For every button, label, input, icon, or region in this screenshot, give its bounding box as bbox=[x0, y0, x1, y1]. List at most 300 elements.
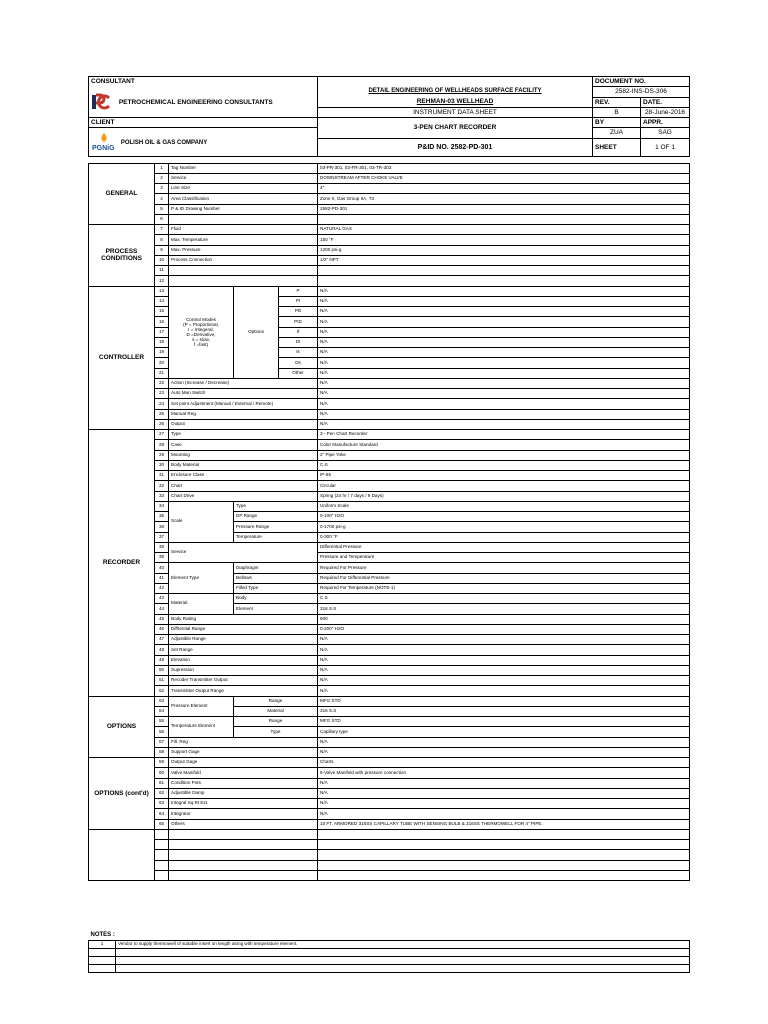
row-number: 18 bbox=[155, 337, 169, 347]
spec-row bbox=[89, 799, 690, 809]
row-value: 03-PR-301, 03-FR-301, 03-TR-303 bbox=[318, 163, 690, 173]
control-modes-line: s = slow, bbox=[192, 337, 210, 343]
spec-row bbox=[89, 788, 690, 798]
row-label: Max. Temperature bbox=[169, 235, 318, 245]
spec-row bbox=[89, 594, 690, 604]
row-number: 58 bbox=[155, 747, 169, 757]
row-value: N/A bbox=[318, 327, 690, 337]
row-value: Color Manufacture Standard bbox=[318, 440, 690, 450]
row-number: 19 bbox=[155, 348, 169, 358]
row-value: Required For Temperature (NOTE-1) bbox=[318, 583, 690, 593]
spec-row bbox=[89, 655, 690, 665]
row-value: N/A bbox=[318, 348, 690, 358]
blank-cell bbox=[318, 870, 690, 880]
blank-cell bbox=[318, 850, 690, 860]
blank-cell bbox=[318, 840, 690, 850]
row-value: N/A bbox=[318, 378, 690, 388]
spec-row bbox=[89, 378, 690, 388]
spec-row bbox=[89, 737, 690, 747]
spec-row bbox=[89, 665, 690, 675]
row-label bbox=[169, 214, 318, 224]
by-value: ZUA bbox=[593, 128, 641, 138]
row-label: Service bbox=[169, 173, 318, 183]
row-number: 32 bbox=[155, 481, 169, 491]
row-value: 1200 psi-g bbox=[318, 245, 690, 255]
sheet-type: INSTRUMENT DATA SHEET bbox=[318, 107, 593, 117]
row-value: N/A bbox=[318, 296, 690, 306]
row-label: Tag Number bbox=[169, 163, 318, 173]
row-number: 6 bbox=[155, 214, 169, 224]
row-number: 60 bbox=[155, 768, 169, 778]
options-label: Options bbox=[234, 286, 279, 378]
blank-cell bbox=[155, 840, 169, 850]
row-number: 17 bbox=[155, 327, 169, 337]
control-modes-line: f =fast) bbox=[193, 342, 209, 348]
note-text: Vendor to supply thermowell of suitable insert on length along with temperature element. bbox=[116, 941, 690, 949]
row-number: 29 bbox=[155, 450, 169, 460]
row-number: 43 bbox=[155, 594, 169, 604]
header-table bbox=[88, 76, 690, 157]
row-value: 150 °F bbox=[318, 235, 690, 245]
row-label: Recoder Transmitter Output bbox=[169, 676, 318, 686]
spec-row bbox=[89, 409, 690, 419]
spec-row bbox=[89, 440, 690, 450]
blank-section bbox=[89, 829, 155, 880]
row-number: 27 bbox=[155, 430, 169, 440]
group-label: Service bbox=[169, 542, 318, 563]
row-label: Area Classification bbox=[169, 194, 318, 204]
row-value: Capillary type bbox=[318, 727, 690, 737]
row-value: N/A bbox=[318, 665, 690, 675]
row-number: 57 bbox=[155, 737, 169, 747]
row-number: 42 bbox=[155, 583, 169, 593]
blank-row bbox=[89, 850, 690, 860]
spec-row bbox=[89, 624, 690, 634]
row-value bbox=[318, 276, 690, 286]
spec-row bbox=[89, 430, 690, 440]
by-label: BY bbox=[593, 118, 641, 128]
row-value: N/A bbox=[318, 368, 690, 378]
section-controller: CONTROLLER bbox=[89, 286, 155, 430]
row-value bbox=[318, 214, 690, 224]
spec-row bbox=[89, 563, 690, 573]
row-label: Enclosure Class bbox=[169, 471, 318, 481]
blank-cell bbox=[169, 829, 318, 839]
row-number: 14 bbox=[155, 296, 169, 306]
row-value: 0-100" H2O bbox=[318, 512, 690, 522]
sub-label: DP Range bbox=[234, 512, 318, 522]
row-value: 2" Pipe Yoke bbox=[318, 450, 690, 460]
section-recorder: RECORDER bbox=[89, 430, 155, 697]
appr-label: APPR. bbox=[641, 118, 690, 128]
row-value: Required For Pressure bbox=[318, 563, 690, 573]
row-label: Diffrential Range bbox=[169, 624, 318, 634]
sub-label: Body bbox=[234, 594, 318, 604]
row-value: Circular bbox=[318, 481, 690, 491]
row-value: N/A bbox=[318, 399, 690, 409]
spec-row bbox=[89, 676, 690, 686]
sub-label: Type bbox=[234, 501, 318, 511]
spec-row bbox=[89, 276, 690, 286]
row-label: Transmitter Output Range bbox=[169, 686, 318, 696]
pressure-element-label: Pressure Element bbox=[169, 696, 234, 717]
blank-cell bbox=[155, 829, 169, 839]
row-label: Fluid bbox=[169, 225, 318, 235]
row-value: 10 FT. ARMORED 316SS CAPILLARY TUBE WITH SENSING BULB & 316SS THERMOWELL FOR 4" PIPE. bbox=[318, 819, 690, 829]
row-number: 41 bbox=[155, 573, 169, 583]
blank-cell bbox=[155, 870, 169, 880]
sub-label: Bellows bbox=[234, 573, 318, 583]
mode-option: P bbox=[279, 286, 318, 296]
spec-row bbox=[89, 399, 690, 409]
doc-no-label: DOCUMENT NO. bbox=[593, 77, 690, 87]
row-number: 54 bbox=[155, 706, 169, 716]
row-label: Valve Manifold bbox=[169, 768, 318, 778]
row-label: Body Material bbox=[169, 460, 318, 470]
row-value: N/A bbox=[318, 409, 690, 419]
row-label: Set point Adjustment (Manual / External / Remote) bbox=[169, 399, 318, 409]
row-label: Chart bbox=[169, 481, 318, 491]
row-value: 5-Valve Manifold with pressure connection bbox=[318, 768, 690, 778]
row-label: Max. Pressure bbox=[169, 245, 318, 255]
row-number: 39 bbox=[155, 553, 169, 563]
blank-row bbox=[89, 840, 690, 850]
row-label: Others bbox=[169, 819, 318, 829]
row-value: Spring (24 hr / 7 days / 9 Days) bbox=[318, 491, 690, 501]
row-value: N/A bbox=[318, 747, 690, 757]
row-label: Set Range bbox=[169, 645, 318, 655]
sheet-label: SHEET bbox=[593, 138, 641, 156]
row-number: 16 bbox=[155, 317, 169, 327]
row-number: 47 bbox=[155, 635, 169, 645]
row-number: 4 bbox=[155, 194, 169, 204]
row-number: 8 bbox=[155, 235, 169, 245]
row-label: Auto Man Switch bbox=[169, 389, 318, 399]
row-number: 38 bbox=[155, 542, 169, 552]
row-number: 33 bbox=[155, 491, 169, 501]
blank-row bbox=[89, 829, 690, 839]
spec-row bbox=[89, 747, 690, 757]
row-number: 21 bbox=[155, 368, 169, 378]
temperature-element-label: Temperature Element bbox=[169, 717, 234, 738]
row-value bbox=[318, 266, 690, 276]
sub-label: Temperature bbox=[234, 532, 318, 542]
row-label: Case bbox=[169, 440, 318, 450]
notes-label: NOTES : bbox=[90, 932, 115, 939]
row-number: 31 bbox=[155, 471, 169, 481]
spec-row bbox=[89, 471, 690, 481]
row-number: 45 bbox=[155, 614, 169, 624]
row-number: 46 bbox=[155, 624, 169, 634]
spec-row bbox=[89, 696, 690, 706]
row-value: 316 S.S bbox=[318, 604, 690, 614]
spec-row bbox=[89, 819, 690, 829]
row-label: Integrator bbox=[169, 809, 318, 819]
row-value: Zone II, Gas Group IIA, T3 bbox=[318, 194, 690, 204]
row-value: Differential Pressure bbox=[318, 542, 690, 552]
group-label: Element Type bbox=[169, 563, 234, 594]
row-value: N/A bbox=[318, 655, 690, 665]
row-number: 30 bbox=[155, 460, 169, 470]
row-value: Pressure and Temperature bbox=[318, 553, 690, 563]
row-value: DOWNSTREAM AFTER CHOKE VALVE bbox=[318, 173, 690, 183]
row-value: 3 - Pen Chart Recorder bbox=[318, 430, 690, 440]
mode-option: DI bbox=[279, 337, 318, 347]
spec-row bbox=[89, 501, 690, 511]
spec-row bbox=[89, 491, 690, 501]
blank-cell bbox=[169, 840, 318, 850]
date-label: DATE. bbox=[641, 97, 690, 107]
row-value: C.S bbox=[318, 594, 690, 604]
project-title: DETAIL ENGINEERING OF WELLHEADS SURFACE FACILITY bbox=[318, 87, 593, 97]
section-options-contd: OPTIONS (cont'd) bbox=[89, 758, 155, 830]
row-number: 5 bbox=[155, 204, 169, 214]
spec-row bbox=[89, 266, 690, 276]
mode-option: Ds bbox=[279, 358, 318, 368]
row-value: MFG STD bbox=[318, 717, 690, 727]
consultant-name: PETROCHEMICAL ENGINEERING CONSULTANTS bbox=[118, 98, 273, 106]
sub-label: Type bbox=[234, 727, 318, 737]
row-number: 53 bbox=[155, 696, 169, 706]
mode-option: PI bbox=[279, 296, 318, 306]
row-label: Adjustible Damp bbox=[169, 788, 318, 798]
spec-row bbox=[89, 419, 690, 429]
row-number: 9 bbox=[155, 245, 169, 255]
sub-label: Element bbox=[234, 604, 318, 614]
row-value: 1/2" NPT bbox=[318, 255, 690, 265]
row-label: Output bbox=[169, 419, 318, 429]
spec-row bbox=[89, 717, 690, 727]
row-value: N/A bbox=[318, 778, 690, 788]
spec-row bbox=[89, 214, 690, 224]
row-value: Uniform Scale bbox=[318, 501, 690, 511]
row-number: 40 bbox=[155, 563, 169, 573]
row-label bbox=[169, 276, 318, 286]
row-number: 25 bbox=[155, 409, 169, 419]
pgnig-logo-icon bbox=[91, 132, 117, 152]
row-value: 0-300 °F bbox=[318, 532, 690, 542]
row-value: N/A bbox=[318, 307, 690, 317]
pid-number: P&ID NO. 2582-PD-301 bbox=[318, 138, 593, 156]
control-modes-line: D =Derivative, bbox=[186, 332, 216, 338]
row-label: Manual Reg. bbox=[169, 409, 318, 419]
row-value: N/A bbox=[318, 788, 690, 798]
blank-cell bbox=[318, 829, 690, 839]
spec-row bbox=[89, 542, 690, 552]
row-label: Elevation bbox=[169, 655, 318, 665]
row-number: 23 bbox=[155, 389, 169, 399]
spec-row bbox=[89, 481, 690, 491]
row-value: 0-1700 psi-g bbox=[318, 522, 690, 532]
row-label: Support Gage bbox=[169, 747, 318, 757]
row-number: 15 bbox=[155, 307, 169, 317]
spec-row bbox=[89, 245, 690, 255]
row-number: 50 bbox=[155, 665, 169, 675]
sub-label: Material bbox=[234, 706, 318, 716]
blank-cell bbox=[155, 850, 169, 860]
blank-row bbox=[89, 860, 690, 870]
row-number: 44 bbox=[155, 604, 169, 614]
row-label: Action (Increase / Decrease) bbox=[169, 378, 318, 388]
control-modes-line: Control Modes bbox=[186, 317, 216, 323]
row-value: 600 bbox=[318, 614, 690, 624]
blank-cell bbox=[169, 870, 318, 880]
pc-logo-icon bbox=[91, 93, 111, 111]
sub-label: Range bbox=[234, 696, 318, 706]
row-number: 7 bbox=[155, 225, 169, 235]
sub-label: Filled Type bbox=[234, 583, 318, 593]
spec-row bbox=[89, 778, 690, 788]
row-value: N/A bbox=[318, 389, 690, 399]
row-label: Output Gage bbox=[169, 758, 318, 768]
row-value: 316 S.S bbox=[318, 706, 690, 716]
spec-row bbox=[89, 614, 690, 624]
row-value: N/A bbox=[318, 337, 690, 347]
spec-row bbox=[89, 163, 690, 173]
row-number: 35 bbox=[155, 512, 169, 522]
row-number: 55 bbox=[155, 717, 169, 727]
row-label: Adjustible Range bbox=[169, 635, 318, 645]
spec-row bbox=[89, 460, 690, 470]
rev-value: B bbox=[593, 107, 641, 117]
mode-option: PID bbox=[279, 317, 318, 327]
spec-row bbox=[89, 194, 690, 204]
row-value: C.S bbox=[318, 460, 690, 470]
blank-cell bbox=[169, 850, 318, 860]
control-modes-label bbox=[169, 286, 234, 378]
instrument-title: 3-PEN CHART RECORDER bbox=[318, 118, 593, 139]
spec-row bbox=[89, 809, 690, 819]
row-number: 52 bbox=[155, 686, 169, 696]
row-number: 20 bbox=[155, 358, 169, 368]
blank-row bbox=[89, 870, 690, 880]
section-general: GENERAL bbox=[89, 163, 155, 225]
spec-row bbox=[89, 204, 690, 214]
consultant-label: CONSULTANT bbox=[89, 77, 318, 87]
spec-row bbox=[89, 235, 690, 245]
row-value: N/A bbox=[318, 676, 690, 686]
blank-cell bbox=[155, 860, 169, 870]
row-number: 26 bbox=[155, 419, 169, 429]
row-number: 2 bbox=[155, 173, 169, 183]
mode-option: Is bbox=[279, 348, 318, 358]
spec-row bbox=[89, 645, 690, 655]
row-number: 3 bbox=[155, 184, 169, 194]
spec-row bbox=[89, 635, 690, 645]
appr-value: SAG bbox=[641, 128, 690, 138]
sub-label: Range bbox=[234, 717, 318, 727]
rev-label: REV. bbox=[593, 97, 641, 107]
doc-no: 2582-INS-DS-306 bbox=[593, 87, 690, 97]
row-number: 10 bbox=[155, 255, 169, 265]
control-modes-line: I = Integeral, bbox=[188, 327, 214, 333]
row-number: 61 bbox=[155, 778, 169, 788]
row-number: 22 bbox=[155, 378, 169, 388]
row-label: Line Size bbox=[169, 184, 318, 194]
row-number: 49 bbox=[155, 655, 169, 665]
blank-cell bbox=[169, 860, 318, 870]
spec-table bbox=[88, 163, 690, 882]
row-value: Charts bbox=[318, 758, 690, 768]
row-value: N/A bbox=[318, 645, 690, 655]
spec-row bbox=[89, 768, 690, 778]
row-number: 13 bbox=[155, 286, 169, 296]
row-label: Process Connection bbox=[169, 255, 318, 265]
row-label: Fill. Reg bbox=[169, 737, 318, 747]
client-label: CLIENT bbox=[89, 118, 318, 128]
row-value: MFG STD bbox=[318, 696, 690, 706]
row-label bbox=[169, 266, 318, 276]
mode-option: PD bbox=[279, 307, 318, 317]
datasheet bbox=[88, 76, 689, 973]
row-number: 28 bbox=[155, 440, 169, 450]
row-value: N/A bbox=[318, 809, 690, 819]
pgnig-logo-text: PGNiG bbox=[92, 144, 115, 152]
spec-row bbox=[89, 686, 690, 696]
row-label: P & ID Drawing Number bbox=[169, 204, 318, 214]
row-value: N/A bbox=[318, 286, 690, 296]
row-label: Mounting bbox=[169, 450, 318, 460]
row-value: IP-65 bbox=[318, 471, 690, 481]
notes-table bbox=[88, 931, 690, 973]
note-number: 1 bbox=[89, 941, 116, 949]
row-value: N/A bbox=[318, 686, 690, 696]
row-value: N/A bbox=[318, 737, 690, 747]
sub-label: Diaphragm bbox=[234, 563, 318, 573]
control-modes-line: (P = Proportional, bbox=[183, 322, 219, 328]
date-value: 28-June-2016 bbox=[641, 107, 690, 117]
row-value: N/A bbox=[318, 317, 690, 327]
row-value: Required For Differential Pressure bbox=[318, 573, 690, 583]
row-value: N/A bbox=[318, 799, 690, 809]
row-value: N/A bbox=[318, 419, 690, 429]
group-label: Scale bbox=[169, 501, 234, 542]
row-number: 12 bbox=[155, 276, 169, 286]
section-process: PROCESS CONDITIONS bbox=[89, 225, 155, 287]
row-number: 11 bbox=[155, 266, 169, 276]
row-label: Integral Sq.Rt Ext. bbox=[169, 799, 318, 809]
spec-row bbox=[89, 286, 690, 296]
row-label: Condition Pots bbox=[169, 778, 318, 788]
row-value: N/A bbox=[318, 358, 690, 368]
row-number: 34 bbox=[155, 501, 169, 511]
row-number: 63 bbox=[155, 799, 169, 809]
row-label: Supression bbox=[169, 665, 318, 675]
row-number: 62 bbox=[155, 788, 169, 798]
row-value: NATURAL GAS bbox=[318, 225, 690, 235]
row-number: 64 bbox=[155, 809, 169, 819]
row-number: 48 bbox=[155, 645, 169, 655]
spec-row bbox=[89, 450, 690, 460]
row-number: 51 bbox=[155, 676, 169, 686]
row-number: 65 bbox=[155, 819, 169, 829]
row-label: Chart Drive bbox=[169, 491, 318, 501]
row-number: 59 bbox=[155, 758, 169, 768]
section-options: OPTIONS bbox=[89, 696, 155, 758]
row-number: 24 bbox=[155, 399, 169, 409]
row-value: 0-200" H2O bbox=[318, 624, 690, 634]
spec-row bbox=[89, 173, 690, 183]
row-value: N/A bbox=[318, 635, 690, 645]
sheet-value: 1 OF 1 bbox=[641, 138, 690, 156]
row-number: 37 bbox=[155, 532, 169, 542]
sub-label: Pressure Range bbox=[234, 522, 318, 532]
note-row bbox=[89, 941, 690, 949]
spec-row bbox=[89, 758, 690, 768]
row-label: Body Rating bbox=[169, 614, 318, 624]
spec-row bbox=[89, 389, 690, 399]
spec-row bbox=[89, 225, 690, 235]
